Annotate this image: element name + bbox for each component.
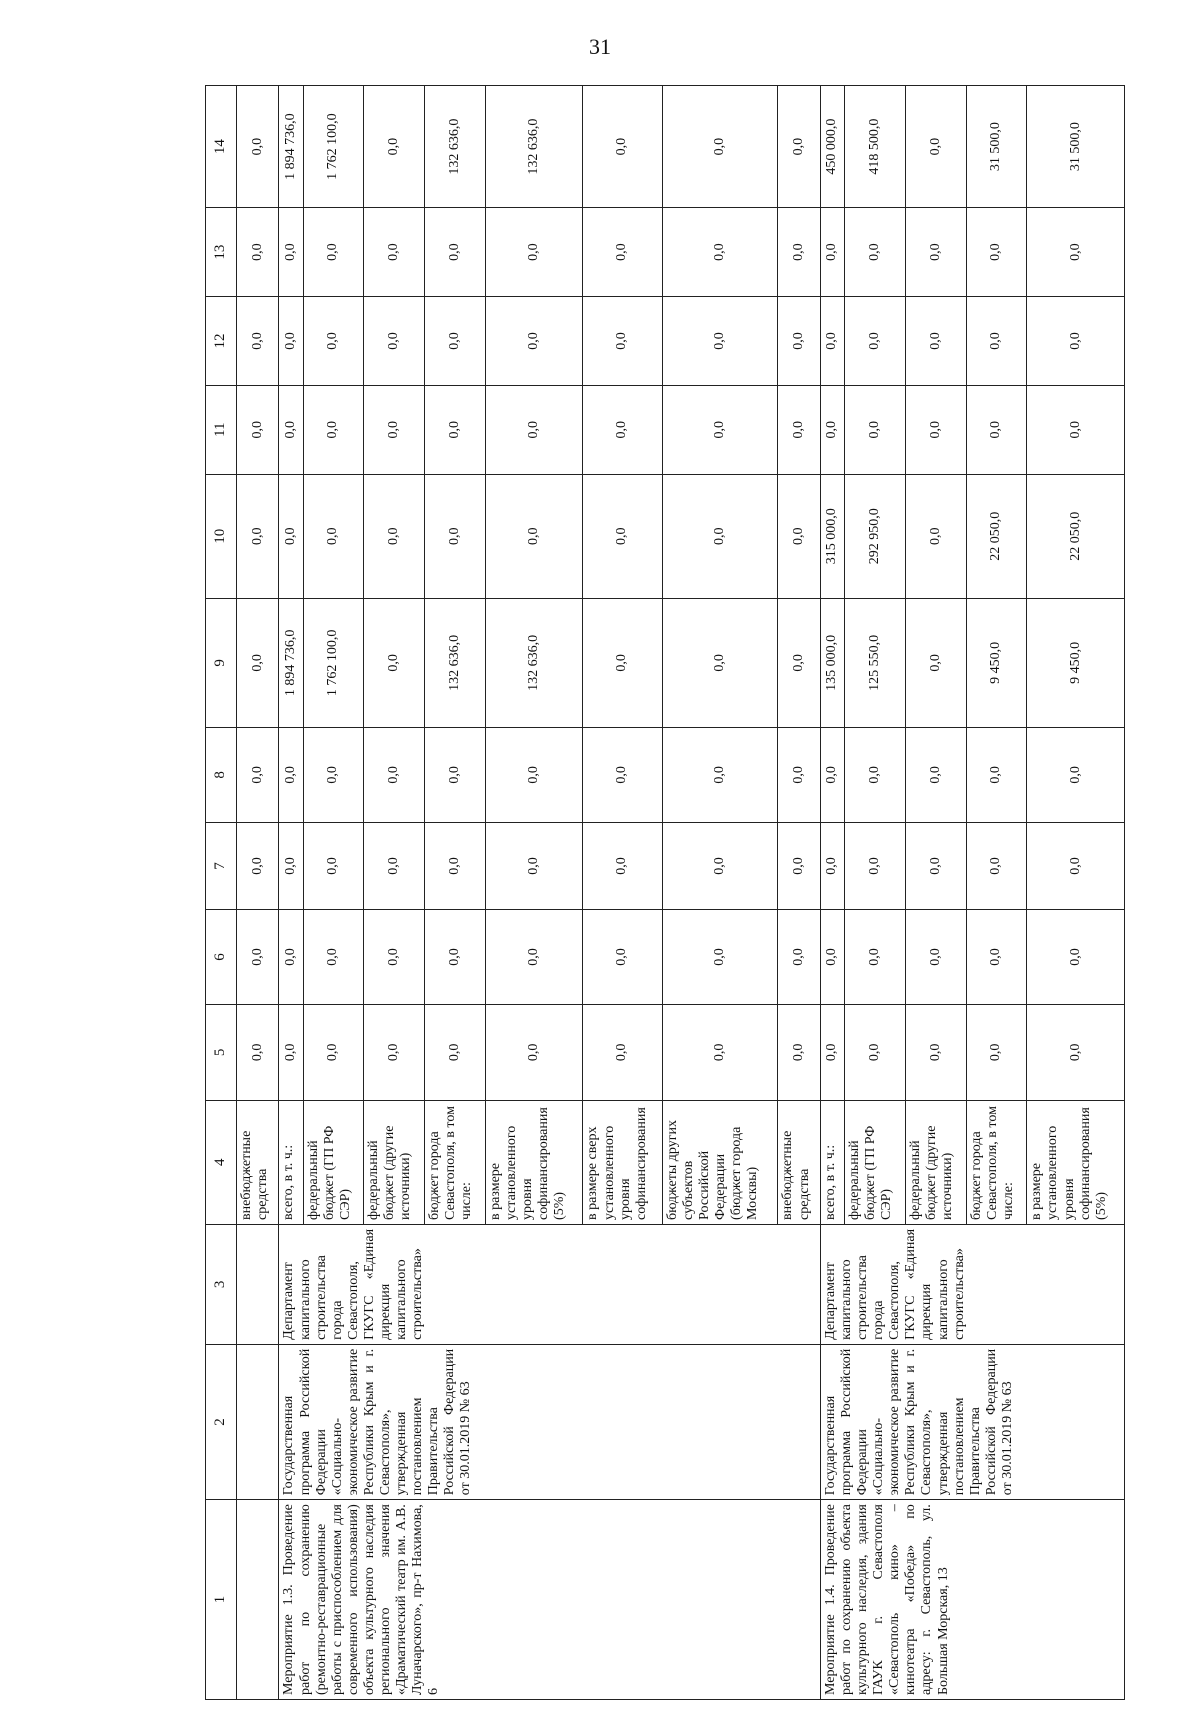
value-cell: 0,0: [820, 727, 844, 822]
rotated-table-container: [205, 85, 1125, 1700]
value-cell: 0,0: [485, 297, 583, 386]
value-cell: 0,0: [966, 385, 1027, 474]
value-cell: 0,0: [844, 208, 905, 297]
value-cell: 0,0: [279, 823, 303, 910]
value-cell: 0,0: [966, 727, 1027, 822]
table-header-row: [206, 86, 237, 1700]
funding-source-cell: бюджет города Севастополя, в том числе:: [425, 1100, 486, 1224]
table-row: [820, 86, 844, 1700]
value-cell: 0,0: [485, 909, 583, 1004]
value-cell: 0,0: [425, 474, 486, 598]
header-cell: 13: [206, 208, 237, 297]
value-cell: 0,0: [905, 385, 966, 474]
funding-source-cell: всего, в т. ч.:: [279, 1100, 303, 1224]
value-cell: 0,0: [778, 598, 820, 727]
value-cell: 0,0: [966, 823, 1027, 910]
value-cell: 1 762 100,0: [303, 598, 364, 727]
header-cell: 1: [206, 1500, 237, 1700]
value-cell: 0,0: [820, 1005, 844, 1100]
value-cell: 0,0: [1027, 208, 1125, 297]
value-cell: 9 450,0: [1027, 598, 1125, 727]
value-cell: 0,0: [425, 297, 486, 386]
value-cell: 0,0: [279, 208, 303, 297]
value-cell: 0,0: [425, 385, 486, 474]
value-cell: 0,0: [425, 823, 486, 910]
value-cell: 0,0: [364, 598, 425, 727]
funding-source-cell: федеральный бюджет (ГП РФ СЭР): [303, 1100, 364, 1224]
value-cell: 0,0: [237, 823, 279, 910]
value-cell: 1 894 736,0: [279, 598, 303, 727]
value-cell: 0,0: [237, 297, 279, 386]
value-cell: 0,0: [1027, 385, 1125, 474]
value-cell: 0,0: [905, 474, 966, 598]
program-cell: [237, 1344, 279, 1499]
value-cell: 0,0: [844, 385, 905, 474]
funding-source-cell: федеральный бюджет (другие источники): [905, 1100, 966, 1224]
value-cell: 0,0: [662, 86, 778, 208]
value-cell: 0,0: [662, 598, 778, 727]
value-cell: 0,0: [303, 385, 364, 474]
value-cell: 0,0: [778, 297, 820, 386]
value-cell: 0,0: [844, 1005, 905, 1100]
value-cell: 0,0: [966, 208, 1027, 297]
funding-source-cell: внебюджетные средства: [778, 1100, 820, 1224]
value-cell: 0,0: [303, 208, 364, 297]
value-cell: 135 000,0: [820, 598, 844, 727]
executor-cell: [237, 1224, 279, 1344]
value-cell: 0,0: [279, 385, 303, 474]
funding-source-cell: всего, в т. ч.:: [820, 1100, 844, 1224]
value-cell: 0,0: [1027, 727, 1125, 822]
value-cell: 0,0: [364, 727, 425, 822]
funding-source-cell: федеральный бюджет (другие источники): [364, 1100, 425, 1224]
value-cell: 0,0: [279, 727, 303, 822]
value-cell: 0,0: [583, 598, 662, 727]
value-cell: 0,0: [583, 208, 662, 297]
value-cell: 0,0: [844, 823, 905, 910]
value-cell: 0,0: [778, 727, 820, 822]
header-cell: 4: [206, 1100, 237, 1224]
funding-source-cell: бюджеты других субъектов Российской Федерации (бюджет города Москвы): [662, 1100, 778, 1224]
value-cell: 0,0: [1027, 823, 1125, 910]
header-cell: 6: [206, 909, 237, 1004]
value-cell: 0,0: [966, 909, 1027, 1004]
value-cell: 0,0: [364, 909, 425, 1004]
value-cell: 132 636,0: [485, 598, 583, 727]
value-cell: 0,0: [279, 474, 303, 598]
value-cell: 0,0: [237, 598, 279, 727]
value-cell: 132 636,0: [485, 86, 583, 208]
value-cell: 22 050,0: [966, 474, 1027, 598]
program-cell: Государственная программа Российской Федерации «Социально-экономическое развитие Республики Крым и г. Севастополя», утвержденная постановлением Правительства Российской Федерации от 30.01.2019 № 63: [820, 1344, 1124, 1499]
value-cell: 0,0: [485, 208, 583, 297]
value-cell: 31 500,0: [1027, 86, 1125, 208]
value-cell: 0,0: [905, 727, 966, 822]
value-cell: 0,0: [425, 1005, 486, 1100]
value-cell: 0,0: [820, 909, 844, 1004]
value-cell: 132 636,0: [425, 598, 486, 727]
value-cell: 0,0: [303, 909, 364, 1004]
value-cell: 0,0: [364, 297, 425, 386]
value-cell: 0,0: [364, 385, 425, 474]
funding-source-cell: бюджет города Севастополя, в том числе:: [966, 1100, 1027, 1224]
value-cell: 0,0: [778, 474, 820, 598]
value-cell: 31 500,0: [966, 86, 1027, 208]
value-cell: 0,0: [820, 823, 844, 910]
value-cell: 0,0: [905, 86, 966, 208]
value-cell: 0,0: [844, 297, 905, 386]
value-cell: 0,0: [303, 297, 364, 386]
executor-cell: Департамент капитального строительства города Севастополя, ГКУГС «Единая дирекция капитального строительства»: [279, 1224, 820, 1344]
value-cell: 0,0: [303, 474, 364, 598]
value-cell: 0,0: [364, 86, 425, 208]
header-cell: 2: [206, 1344, 237, 1499]
value-cell: 0,0: [662, 823, 778, 910]
value-cell: 9 450,0: [966, 598, 1027, 727]
funding-source-cell: федеральный бюджет (ГП РФ СЭР): [844, 1100, 905, 1224]
value-cell: 292 950,0: [844, 474, 905, 598]
value-cell: 0,0: [966, 1005, 1027, 1100]
value-cell: 0,0: [820, 208, 844, 297]
value-cell: 450 000,0: [820, 86, 844, 208]
value-cell: 0,0: [364, 474, 425, 598]
value-cell: 0,0: [662, 474, 778, 598]
value-cell: 0,0: [303, 727, 364, 822]
header-cell: 7: [206, 823, 237, 910]
value-cell: 22 050,0: [1027, 474, 1125, 598]
value-cell: 0,0: [237, 474, 279, 598]
header-cell: 11: [206, 385, 237, 474]
value-cell: 315 000,0: [820, 474, 844, 598]
value-cell: 0,0: [662, 727, 778, 822]
header-cell: 3: [206, 1224, 237, 1344]
value-cell: 0,0: [303, 1005, 364, 1100]
table-row: [279, 86, 303, 1700]
value-cell: 0,0: [778, 1005, 820, 1100]
funding-source-cell: в размере сверх установленного уровня софинансирования: [583, 1100, 662, 1224]
value-cell: 1 762 100,0: [303, 86, 364, 208]
header-cell: 8: [206, 727, 237, 822]
value-cell: 0,0: [237, 727, 279, 822]
header-cell: 5: [206, 1005, 237, 1100]
value-cell: 0,0: [364, 823, 425, 910]
value-cell: 0,0: [583, 385, 662, 474]
value-cell: 1 894 736,0: [279, 86, 303, 208]
value-cell: 0,0: [662, 909, 778, 1004]
value-cell: 0,0: [303, 823, 364, 910]
value-cell: 0,0: [237, 909, 279, 1004]
value-cell: 0,0: [583, 474, 662, 598]
header-cell: 14: [206, 86, 237, 208]
funding-source-cell: в размере установленного уровня софинансирования (5%): [485, 1100, 583, 1224]
value-cell: 0,0: [662, 208, 778, 297]
value-cell: 0,0: [1027, 1005, 1125, 1100]
value-cell: 0,0: [1027, 909, 1125, 1004]
value-cell: 0,0: [1027, 297, 1125, 386]
value-cell: 0,0: [364, 208, 425, 297]
activity-name-cell: Мероприятие 1.3. Проведение работ по сохранению (ремонтно-реставрационные работы с приспособлением для современного использования) объекта культурного наследия регионального значения «Драматический театр им. А.В. Луначарского», пр-т Нахимова, 6: [279, 1500, 820, 1700]
value-cell: 0,0: [778, 823, 820, 910]
value-cell: 0,0: [583, 727, 662, 822]
activity-name-cell: [237, 1500, 279, 1700]
value-cell: 0,0: [425, 727, 486, 822]
value-cell: 0,0: [583, 823, 662, 910]
value-cell: 0,0: [778, 86, 820, 208]
value-cell: 0,0: [778, 208, 820, 297]
value-cell: 0,0: [583, 297, 662, 386]
value-cell: 0,0: [485, 474, 583, 598]
executor-cell: Департамент капитального строительства города Севастополя, ГКУГС «Единая дирекция капитального строительства»: [820, 1224, 1124, 1344]
value-cell: 0,0: [662, 1005, 778, 1100]
value-cell: 0,0: [905, 909, 966, 1004]
value-cell: 0,0: [583, 1005, 662, 1100]
funding-source-cell: внебюджетные средства: [237, 1100, 279, 1224]
value-cell: 0,0: [364, 1005, 425, 1100]
funding-source-cell: в размере установленного уровня софинансирования (5%): [1027, 1100, 1125, 1224]
value-cell: 0,0: [425, 208, 486, 297]
value-cell: 0,0: [237, 208, 279, 297]
value-cell: 0,0: [778, 909, 820, 1004]
value-cell: 0,0: [279, 909, 303, 1004]
page-number: 31: [589, 34, 611, 59]
value-cell: 0,0: [583, 909, 662, 1004]
program-cell: Государственная программа Российской Федерации «Социально-экономическое развитие Республики Крым и г. Севастополя», утвержденная постановлением Правительства Российской Федерации от 30.01.2019 № 63: [279, 1344, 820, 1499]
value-cell: 0,0: [820, 297, 844, 386]
header-cell: 9: [206, 598, 237, 727]
value-cell: 0,0: [485, 385, 583, 474]
value-cell: 0,0: [844, 727, 905, 822]
header-cell: 10: [206, 474, 237, 598]
value-cell: 0,0: [279, 1005, 303, 1100]
value-cell: 0,0: [905, 297, 966, 386]
value-cell: 0,0: [966, 297, 1027, 386]
value-cell: 0,0: [844, 909, 905, 1004]
value-cell: 0,0: [237, 385, 279, 474]
value-cell: 0,0: [485, 727, 583, 822]
value-cell: 125 550,0: [844, 598, 905, 727]
value-cell: 0,0: [583, 86, 662, 208]
value-cell: 0,0: [820, 385, 844, 474]
value-cell: 0,0: [662, 297, 778, 386]
value-cell: 0,0: [778, 385, 820, 474]
value-cell: 0,0: [485, 1005, 583, 1100]
value-cell: 132 636,0: [425, 86, 486, 208]
header-cell: 12: [206, 297, 237, 386]
value-cell: 0,0: [237, 1005, 279, 1100]
value-cell: 0,0: [425, 909, 486, 1004]
value-cell: 0,0: [905, 208, 966, 297]
activity-name-cell: Мероприятие 1.4. Проведение работ по сохранению объекта культурного наследия, здания ГАУК г. Севастополя «Севастополь кино» – кинотеатра «Победа» по адресу: г. Севастополь, ул. Большая Морская, 13: [820, 1500, 1124, 1700]
value-cell: 418 500,0: [844, 86, 905, 208]
value-cell: 0,0: [279, 297, 303, 386]
value-cell: 0,0: [905, 598, 966, 727]
value-cell: 0,0: [662, 385, 778, 474]
table-row: [237, 86, 279, 1700]
value-cell: 0,0: [905, 1005, 966, 1100]
value-cell: 0,0: [237, 86, 279, 208]
funding-table: [205, 85, 1125, 1700]
value-cell: 0,0: [905, 823, 966, 910]
value-cell: 0,0: [485, 823, 583, 910]
